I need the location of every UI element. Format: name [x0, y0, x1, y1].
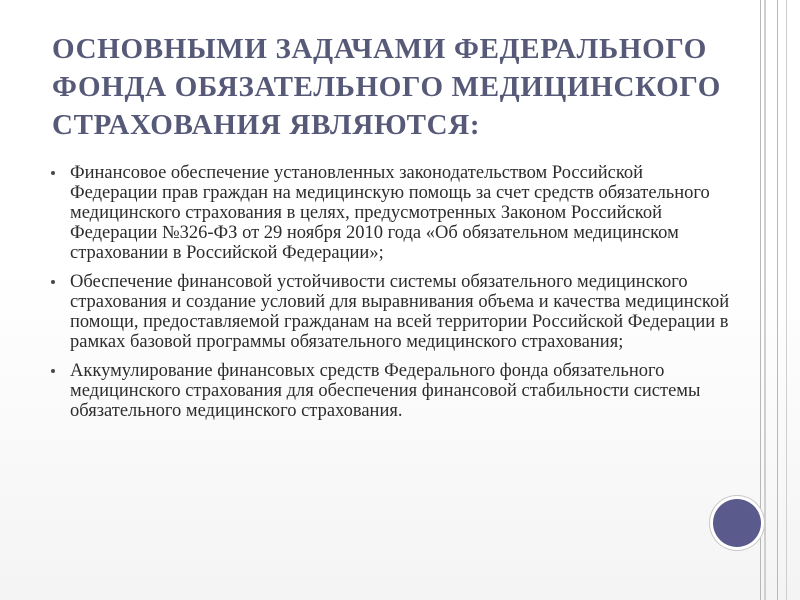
edge-rule — [786, 0, 787, 600]
edge-rule — [764, 0, 766, 600]
bullet-icon — [51, 171, 55, 175]
bullet-icon — [51, 369, 55, 373]
edge-rule — [777, 0, 778, 600]
bullet-list — [70, 163, 730, 430]
list-item-text: Аккумулирование финансовых средств Федерального фонда обязательного медицинского страхования для обеспечения финансовой стабильности системы обязательного медицинского страхования. — [70, 361, 701, 421]
list-item — [70, 272, 730, 352]
list-item — [70, 163, 730, 263]
decorative-circle-icon — [713, 499, 761, 547]
list-item-text: Обеспечение финансовой устойчивости системы обязательного медицинского страхования и создание условий для выравнивания объема и качества медицинской помощи, предоставляемой гражданам на всей территории Российской Федерации в рамках базовой программы обязательного медицинского страхования; — [70, 272, 730, 352]
slide-title: ОСНОВНЫМИ ЗАДАЧАМИ ФЕДЕРАЛЬНОГО ФОНДА ОБЯЗАТЕЛЬНОГО МЕДИЦИНСКОГО СТРАХОВАНИЯ ЯВЛЯЮТСЯ: — [52, 33, 722, 141]
bullet-icon — [51, 280, 55, 284]
list-item — [70, 361, 730, 421]
list-item-text: Финансовое обеспечение установленных законодательством Российской Федерации прав граждан на медицинскую помощь за счет средств обязательного медицинского страхования в целях, предусмотренных Законом Российской Федерации №326-ФЗ от 29 ноября 2010 года «Об обязательном медицинском страховании в Российской Федерации»; — [70, 163, 710, 263]
